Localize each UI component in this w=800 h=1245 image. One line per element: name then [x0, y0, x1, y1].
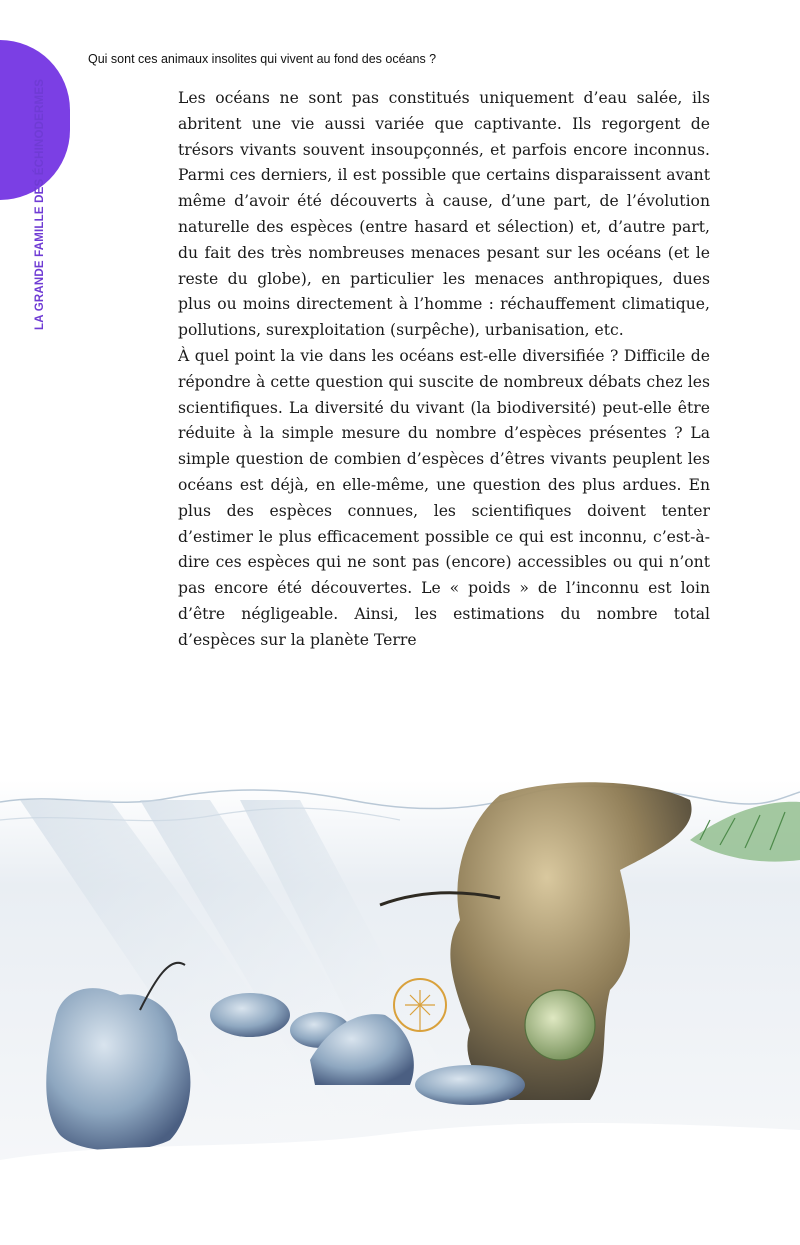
- paragraph-1: Les océans ne sont pas constitués uniquement d’eau salée, ils abritent une vie aussi variée que captivante. Ils regorgent de trésors vivants souvent insoupçonnés, et parfois encore inconnus. Parmi ces derniers, il est possible que certains disparaissent avant même d’avoir été découverts à cause, d’une part, de l’évolution naturelle des espèces (entre hasard et sélection) et, d’autre part, du fait des très nombreuses menaces pesant sur les océans (et le reste du globe), en particulier les menaces anthropiques, dues plus ou moins directement à l’homme : réchauffement climatique, pollutions, surexploitation (surpêche), urbanisation, etc.: [178, 89, 710, 340]
- section-label: LA GRANDE FAMILLE DES ÉCHINODERMES: [34, 78, 46, 330]
- paragraph-2: À quel point la vie dans les océans est-elle diversifiée ? Difficile de répondre à cette question qui suscite de nombreux débats chez les scientifiques. La diversité du vivant (la biodiversité) peut-elle être réduite à la simple mesure du nombre d’espèces présentes ? La simple question de combien d’espèces d’êtres vivants peuplent les océans est déjà, en elle-même, une question des plus ardues. En plus des espèces connues, les scientifiques doivent tenter d’estimer le plus efficacement possible ce qui est inconnu, c’est-à-dire ces espèces qui ne sont pas (encore) accessibles ou qui n’ont pas encore été découvertes. Le « poids » de l’inconnu est loin d’être négligeable. Ainsi, les estimations du nombre total d’espèces sur la planète Terre: [178, 346, 710, 649]
- running-title: Qui sont ces animaux insolites qui vivent au fond des océans ?: [88, 52, 437, 66]
- body-text: [178, 86, 710, 654]
- seabed-illustration: [0, 740, 800, 1245]
